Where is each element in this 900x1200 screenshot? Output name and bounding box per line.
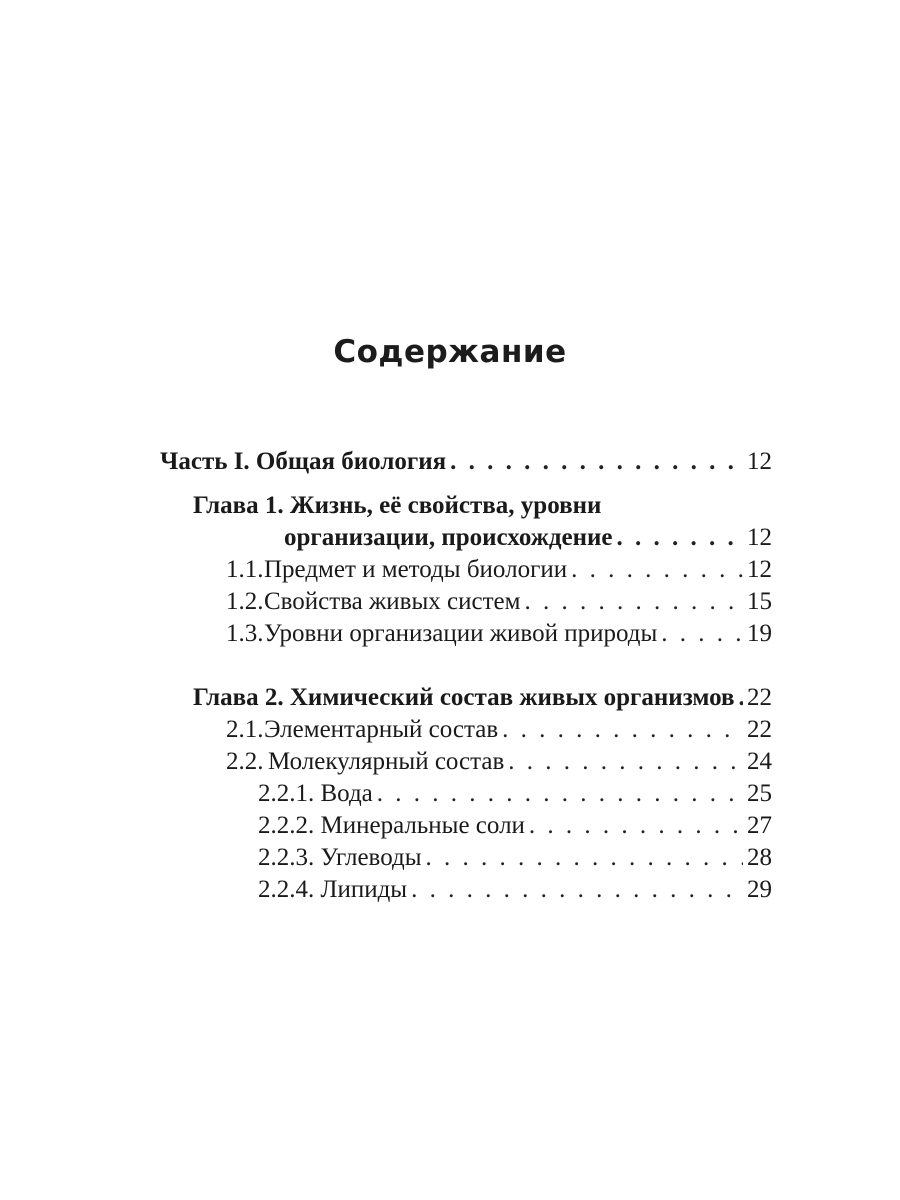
toc-entry-subsection-2-2-3[interactable] (258, 842, 772, 874)
toc-entry-subsection-2-2-1[interactable] (258, 778, 772, 810)
toc-page-number: 22 (747, 684, 772, 711)
toc-page-number: 22 (747, 716, 772, 743)
toc-entry-label: Глава 2. Химический состав живых организмов (193, 684, 735, 711)
toc-entry-label: Часть I. Общая биология (160, 448, 447, 475)
dot-leader (571, 554, 743, 586)
dot-leader (508, 746, 743, 778)
toc-entry-subsection-2-2-4[interactable] (258, 874, 772, 906)
section-title: Элементарный состав (264, 716, 499, 743)
dot-leader (524, 586, 743, 618)
subsection-title: Вода (320, 780, 373, 807)
dot-leader (738, 682, 743, 714)
section-title: Предмет и методы биологии (264, 556, 568, 583)
dot-leader (502, 714, 743, 746)
subsection-number: 2.2.3. (258, 844, 315, 871)
toc-entry-section-2-2[interactable] (226, 746, 772, 778)
dot-leader (426, 842, 744, 874)
toc-page-number: 29 (747, 876, 772, 903)
subsection-number: 2.2.4. (258, 876, 315, 903)
section-number: 1.1. (226, 556, 264, 583)
toc-entry-section-1-1[interactable] (226, 554, 772, 586)
subsection-title: Углеводы (320, 844, 422, 871)
toc-page-number: 12 (747, 524, 772, 551)
toc-entry-section-2-1[interactable] (226, 714, 772, 746)
section-number: 1.3. (226, 620, 264, 647)
dot-leader (377, 778, 743, 810)
dot-leader (411, 874, 743, 906)
toc-page-number: 28 (747, 844, 772, 871)
dot-leader (617, 522, 743, 554)
toc-entry-chapter-2[interactable] (193, 682, 772, 714)
toc-entry-label: организации, происхождение (284, 524, 613, 551)
page-title: Содержание (333, 334, 567, 370)
section-title: Молекулярный состав (268, 748, 505, 775)
toc-entry-part-1[interactable] (160, 446, 772, 478)
toc-page-number: 12 (747, 448, 772, 475)
toc-page-number: 12 (747, 556, 772, 583)
subsection-title: Липиды (320, 876, 408, 903)
toc-page-number: 27 (747, 812, 772, 839)
subsection-number: 2.2.2. (258, 812, 315, 839)
subsection-title: Минеральные соли (320, 812, 525, 839)
toc-page-number: 15 (747, 588, 772, 615)
dot-leader (661, 618, 743, 650)
section-number: 2.2. (226, 748, 264, 775)
toc-entry-chapter-1[interactable] (284, 522, 772, 554)
section-title: Свойства живых систем (264, 588, 521, 615)
section-number: 2.1. (226, 716, 264, 743)
toc-page-number: 19 (747, 620, 772, 647)
toc-entry-subsection-2-2-2[interactable] (258, 810, 772, 842)
toc-page-number: 24 (747, 748, 772, 775)
toc-entry-chapter-1-line1[interactable]: Глава 1. Жизнь, её свойства, уровни (193, 492, 602, 519)
toc-page-number: 25 (747, 780, 772, 807)
toc-entry-section-1-2[interactable] (226, 586, 772, 618)
subsection-number: 2.2.1. (258, 780, 315, 807)
section-number: 1.2. (226, 588, 264, 615)
dot-leader (450, 446, 743, 478)
section-title: Уровни организации живой природы (264, 620, 658, 647)
dot-leader (529, 810, 743, 842)
toc-entry-section-1-3[interactable] (226, 618, 772, 650)
